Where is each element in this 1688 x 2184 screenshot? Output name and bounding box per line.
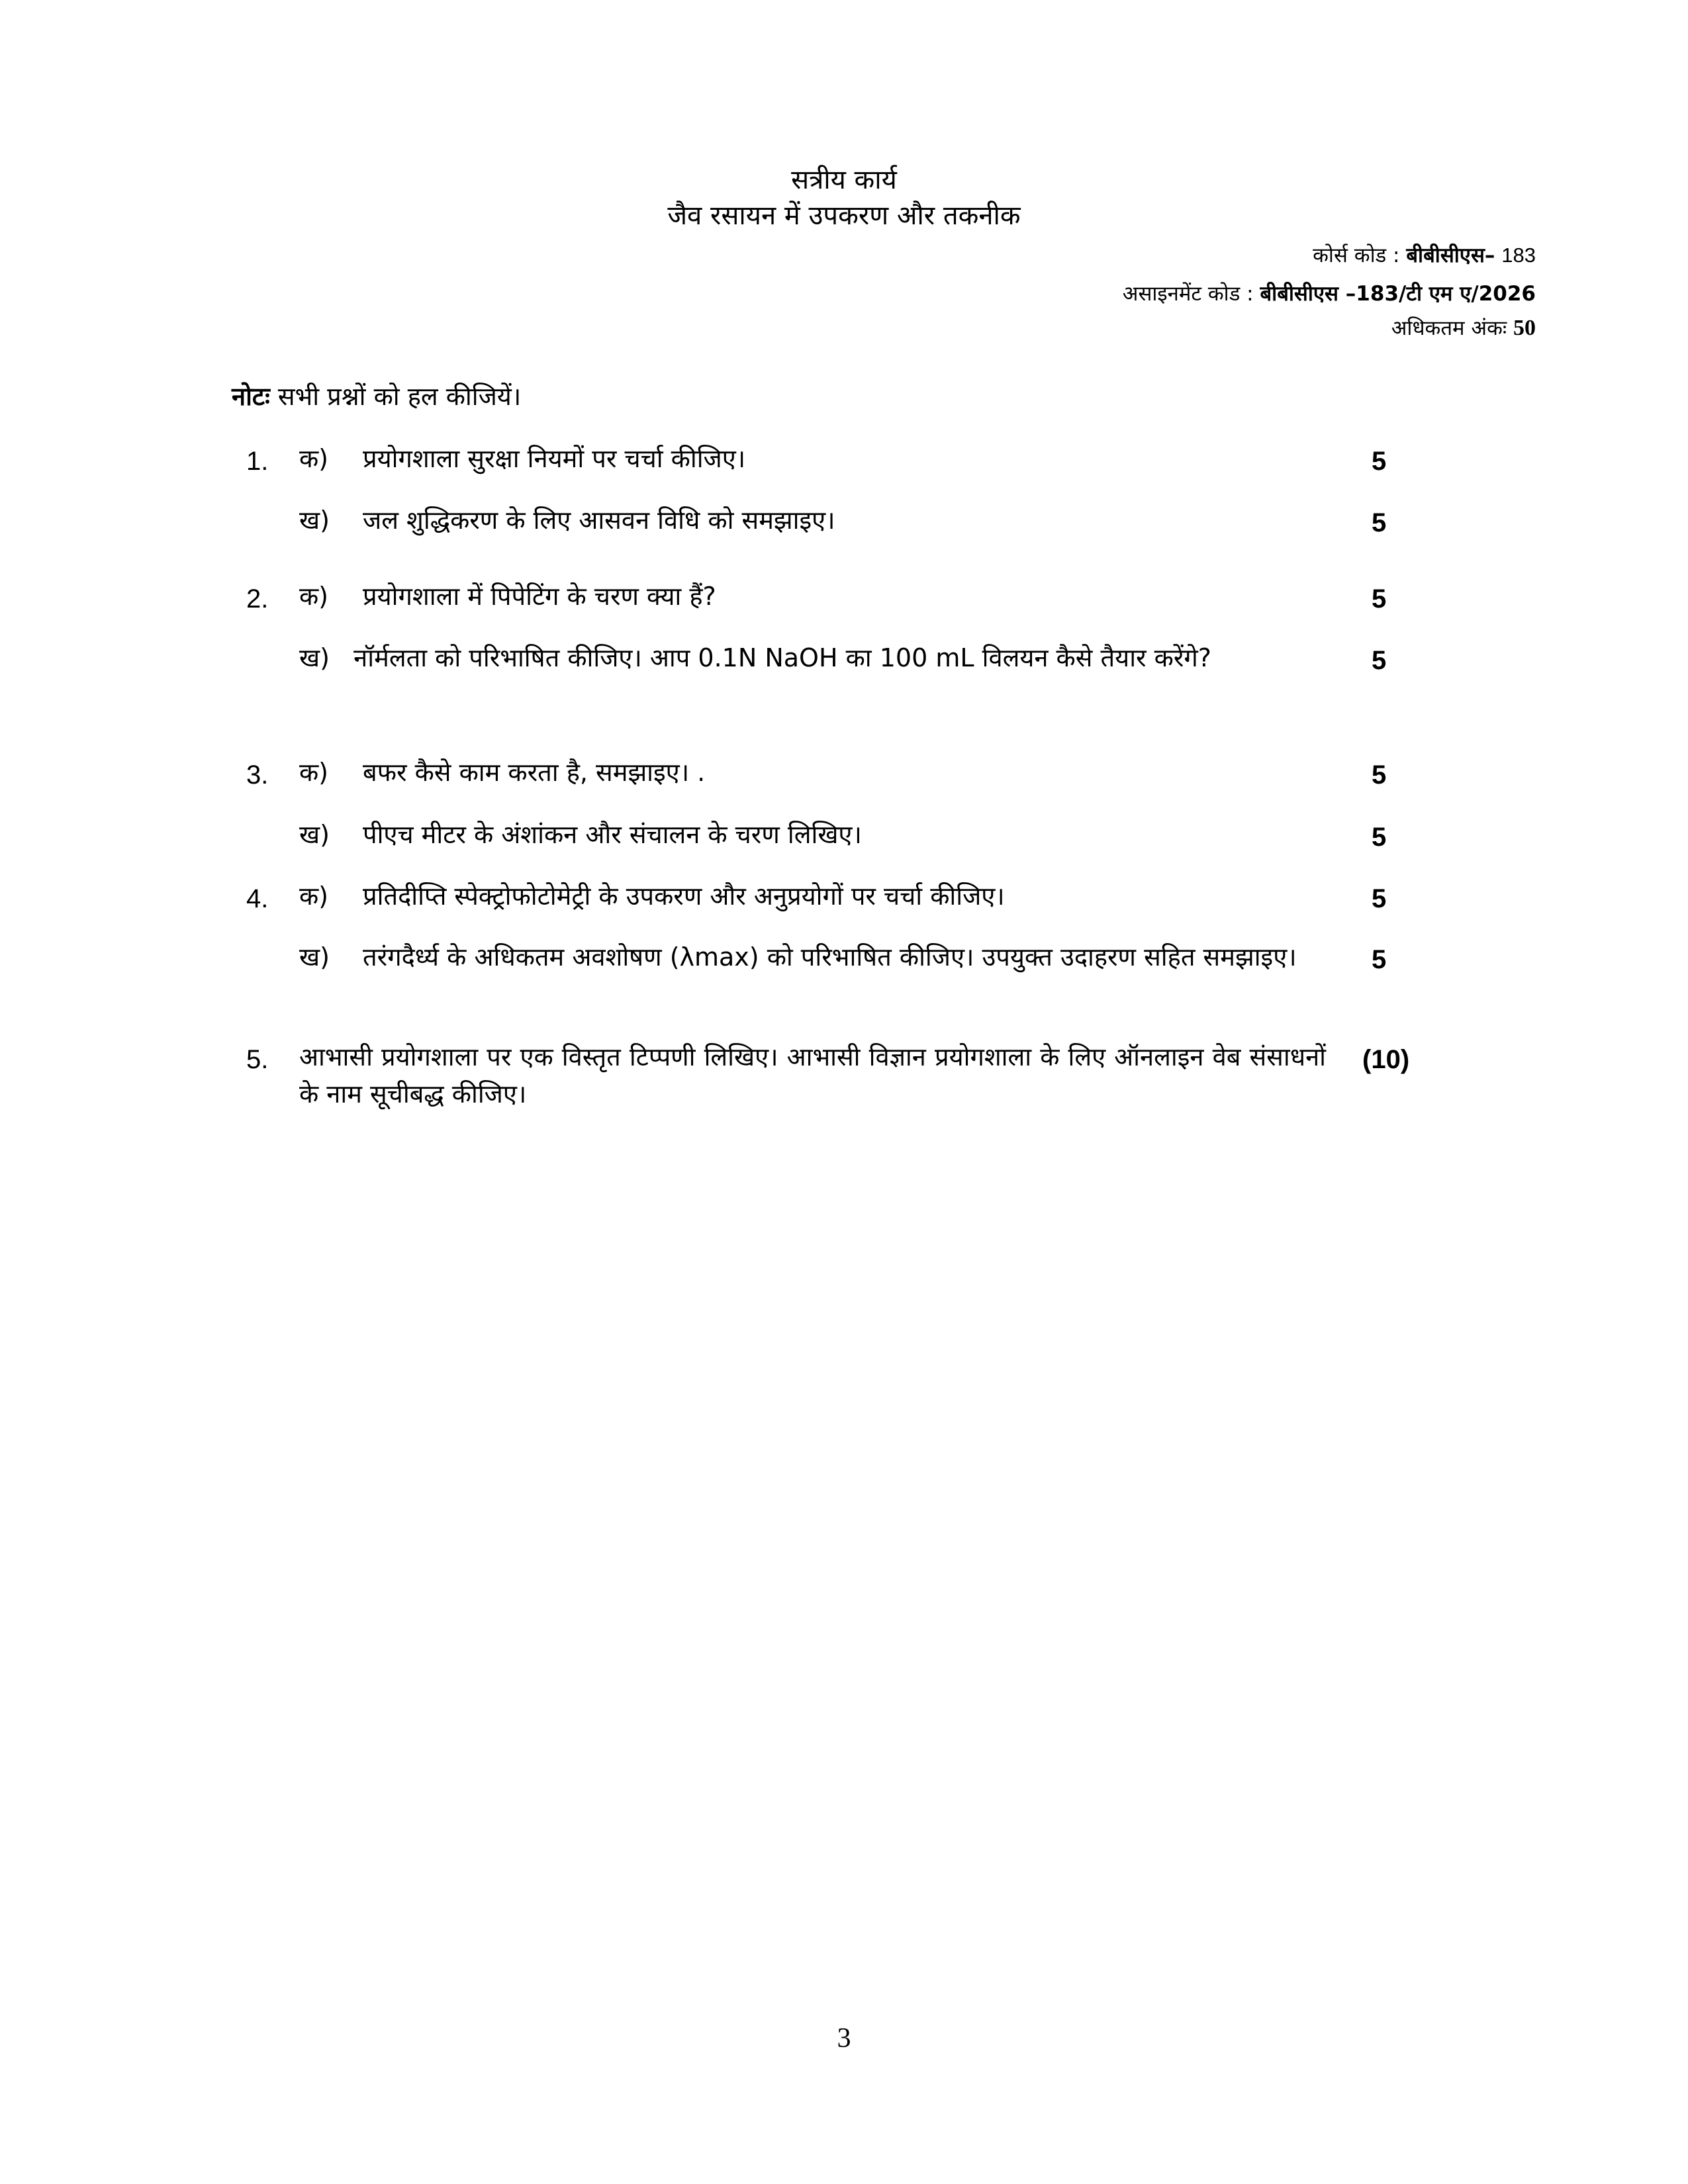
assignment-code-label: असाइनमेंट कोड : bbox=[1122, 282, 1254, 306]
course-title: जैव रसायन में उपकरण और तकनीक bbox=[667, 201, 1021, 231]
max-marks-label: अधिकतम अंकः bbox=[1391, 316, 1507, 340]
question-part-text: नॉर्मलता को परिभाषित कीजिए। आप 0.1N NaOH का 100 mL विलयन कैसे तैयार करेंगे? bbox=[353, 643, 1211, 672]
page-title: सत्रीय कार्य bbox=[791, 165, 897, 195]
question-marks: 5 bbox=[1372, 760, 1387, 790]
question-part-label: ख) bbox=[299, 643, 330, 672]
max-marks bbox=[1391, 314, 1536, 343]
question-number: 1. bbox=[246, 447, 269, 476]
question-text: आभासी प्रयोगशाला पर एक विस्तृत टिप्पणी लिखिए। आभासी विज्ञान प्रयोगशाला के लिए ऑनलाइन वेब संसाधनों के नाम सूचीबद्ध कीजिए। bbox=[299, 1042, 1326, 1109]
course-code-number: 183 bbox=[1501, 244, 1536, 267]
question-text: पीएच मीटर के अंशांकन और संचालन के चरण लिखिए। bbox=[363, 820, 862, 849]
question-part-label: क) bbox=[299, 444, 329, 473]
question-number: 3. bbox=[246, 760, 269, 790]
question-part-label: क) bbox=[299, 758, 329, 787]
max-marks-value: 50 bbox=[1513, 316, 1536, 340]
question-part-label: ख) bbox=[299, 942, 330, 972]
question-part-label: क) bbox=[299, 582, 329, 611]
question-marks: 5 bbox=[1372, 646, 1387, 675]
question-number: 5. bbox=[246, 1045, 269, 1074]
page-number: 3 bbox=[837, 2023, 851, 2054]
question-part-label: क) bbox=[299, 882, 329, 911]
course-code-label: कोर्स कोड : bbox=[1313, 244, 1400, 267]
question-marks: 5 bbox=[1372, 823, 1387, 852]
question-text: प्रयोगशाला सुरक्षा नियमों पर चर्चा कीजिए। bbox=[363, 444, 746, 473]
question-marks: 5 bbox=[1372, 508, 1387, 537]
question-text: तरंगदैर्ध्य के अधिकतम अवशोषण (λmax) को परिभाषित कीजिए। उपयुक्त उदाहरण सहित समझाइए। bbox=[363, 942, 1297, 972]
note-label: नोटः bbox=[232, 382, 270, 411]
course-code bbox=[1313, 241, 1536, 270]
question-part-label: ख) bbox=[299, 820, 330, 849]
note-text: सभी प्रश्नों को हल कीजियें। bbox=[277, 382, 522, 411]
question-marks: (10) bbox=[1362, 1045, 1410, 1074]
question-text: प्रतिदीप्ति स्पेक्ट्रोफोटोमेट्री के उपकरण और अनुप्रयोगों पर चर्चा कीजिए। bbox=[363, 882, 1005, 911]
question-marks: 5 bbox=[1372, 884, 1387, 913]
note bbox=[232, 379, 521, 414]
question-marks: 5 bbox=[1372, 447, 1387, 476]
question-text: प्रयोगशाला में पिपेटिंग के चरण क्या हैं? bbox=[363, 582, 716, 611]
question-text: बफर कैसे काम करता है, समझाइए। . bbox=[363, 758, 706, 787]
assignment-code-value: बीबीसीएस –183/टी एम ए/2026 bbox=[1260, 282, 1536, 306]
assignment-code bbox=[1123, 279, 1536, 308]
question-marks: 5 bbox=[1372, 945, 1387, 974]
question-text bbox=[299, 639, 1326, 676]
question-marks: 5 bbox=[1372, 584, 1387, 614]
question-part-label: ख) bbox=[299, 506, 330, 535]
question-number: 2. bbox=[246, 584, 269, 614]
question-text: जल शुद्धिकरण के लिए आसवन विधि को समझाइए। bbox=[363, 506, 835, 535]
course-code-value: बीबीसीएस– bbox=[1406, 244, 1495, 267]
question-number: 4. bbox=[246, 884, 269, 913]
